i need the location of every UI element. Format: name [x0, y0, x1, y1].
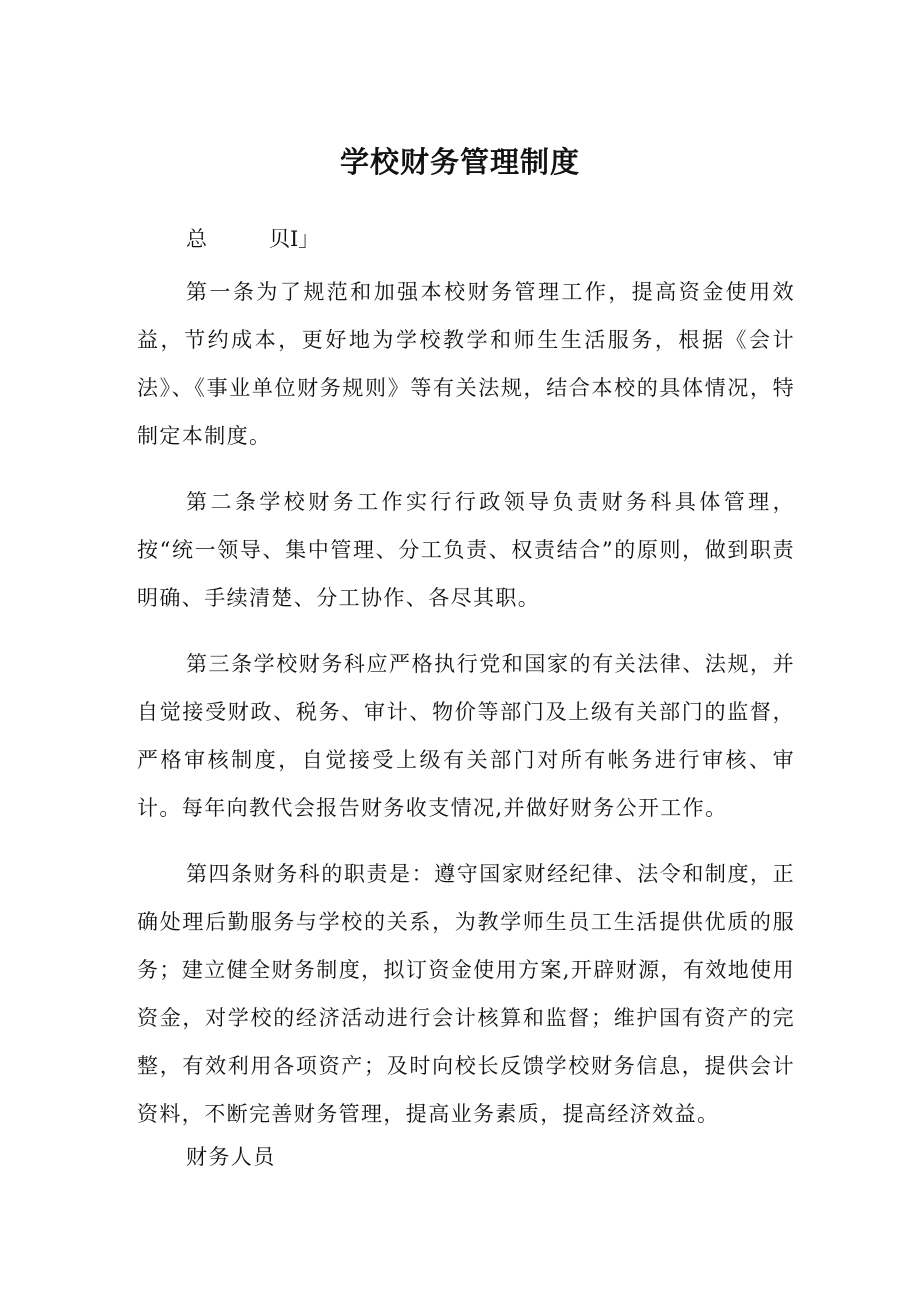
- document-title: 学校财务管理制度: [339, 145, 580, 179]
- article-4-paragraph: 第四条财务科的职责是：遵守国家财经纪律、法令和制度，正确处理后勤服务与学校的关系，为教学师生员工生活提供优质的服务；建立健全财务制度，拟订资金使用方案,开辟财源，有效地使用资金，对学校的经济活动进行会计核算和监督；维护国有资产的完整，有效利用各项资产；及时向校长反馈学校财务信息，提供会计资料，不断完善财务管理，提高业务素质，提高经济效益。: [137, 862, 795, 1126]
- section-heading-finance-staff: 财务人员: [186, 1145, 276, 1169]
- article-1-paragraph: 第一条为了规范和加强本校财务管理工作，提高资金使用效益，节约成本，更好地为学校教学和师生生活服务，根据《会计法》、《事业单位财务规则》等有关法规，结合本校的具体情况，特制定本制度。: [137, 280, 795, 448]
- article-3-paragraph: 第三条学校财务科应严格执行党和国家的有关法律、法规，并自觉接受财政、税务、审计、物价等部门及上级有关部门的监督，严格审核制度，自觉接受上级有关部门对所有帐务进行审核、审计。每年向教代会报告财务收支情况,并做好财务公开工作。: [137, 652, 795, 820]
- article-2-paragraph: 第二条学校财务工作实行行政领导负责财务科具体管理，按“统一领导、集中管理、分工负责、权责结合”的原则，做到职责明确、手续清楚、分工协作、各尽其职。: [137, 490, 795, 610]
- chapter-heading: [186, 224, 319, 254]
- document-body: [137, 268, 795, 1156]
- chapter-heading-part1: 总: [186, 227, 207, 251]
- chapter-heading-part2: 贝I」: [269, 227, 320, 251]
